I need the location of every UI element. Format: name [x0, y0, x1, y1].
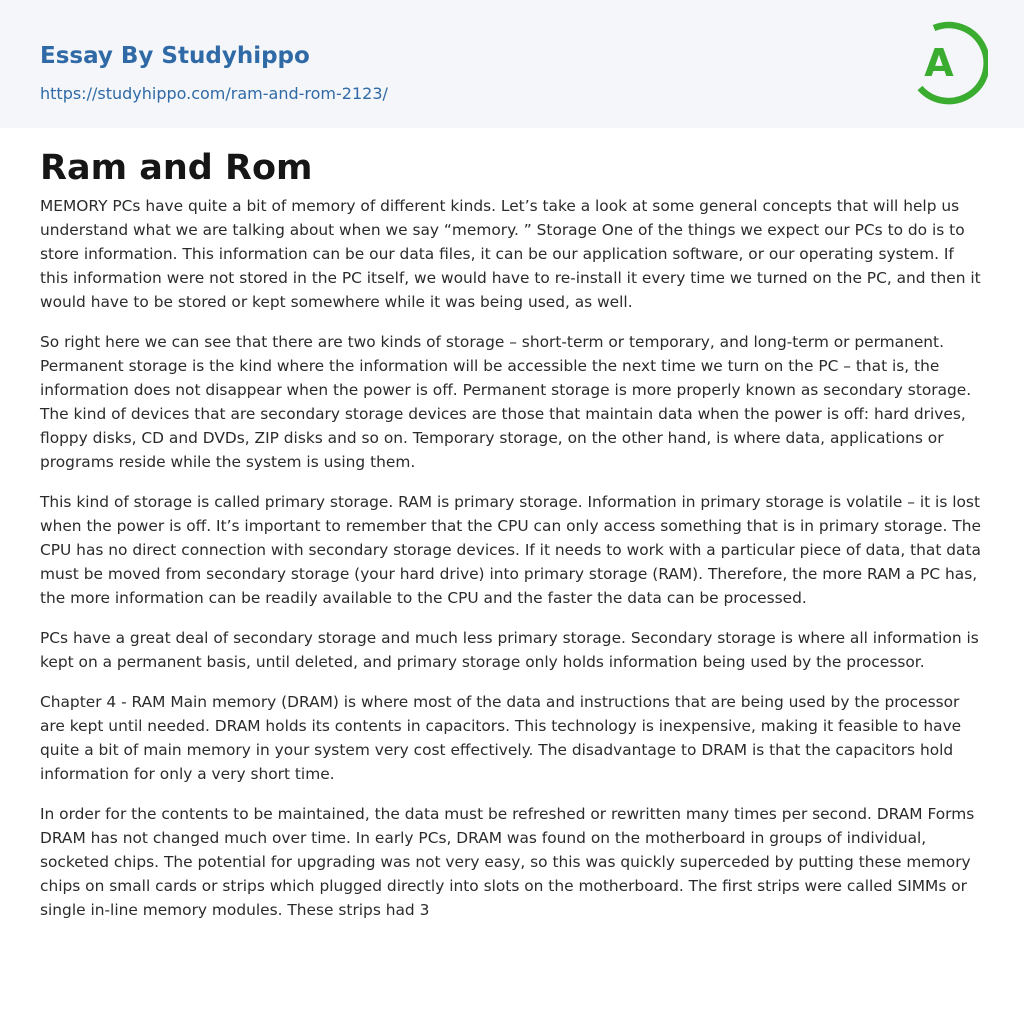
site-header	[0, 0, 1024, 128]
essay-paragraph-6: In order for the contents to be maintained, the data must be refreshed or rewritten many times per second. DRAM Forms DRAM has not changed much over time. In early PCs, DRAM was found on the motherboard in groups of individual, socketed chips. The potential for upgrading was not very easy, so this was quickly superceded by putting these memory chips on small cards or strips which plugged directly into slots on the motherboard. The first strips were called SIMMs or single in-line memory modules. These strips had 3	[40, 805, 975, 919]
essay-paragraph-2: So right here we can see that there are two kinds of storage – short-term or temporary, and long-term or permanent. Permanent storage is the kind where the information will be accessible the next time we turn on the PC – that is, the information does not disappear when the power is off. Permanent storage is more properly known as secondary storage. The kind of devices that are secondary storage devices are those that maintain data when the power is off: hard drives, floppy disks, CD and DVDs, ZIP disks and so on. Temporary storage, on the other hand, is where data, applications or programs reside while the system is using them.	[40, 333, 972, 471]
essay-paragraph-5: Chapter 4 - RAM Main memory (DRAM) is where most of the data and instructions that are being used by the processor are kept until needed. DRAM holds its contents in capacitors. This technology is inexpensive, making it feasible to have quite a bit of main memory in your system very cost effectively. The disadvantage to DRAM is that the capacitors hold information for only a very short time.	[40, 693, 962, 783]
essay-title: Ram and Rom	[40, 148, 313, 188]
essay-paragraph-3: This kind of storage is called primary storage. RAM is primary storage. Information in primary storage is volatile – it is lost when the power is off. It’s important to remember that the CPU can only access something that is in primary storage. The CPU has no direct connection with secondary storage devices. If it needs to work with a particular piece of data, that data must be moved from secondary storage (your hard drive) into primary storage (RAM). Therefore, the more RAM a PC has, the more information can be readily available to the CPU and the faster the data can be processed.	[40, 493, 981, 607]
essay-url-link[interactable]: https://studyhippo.com/ram-and-rom-2123/	[40, 84, 388, 103]
studyhippo-a-logo-icon[interactable]	[912, 18, 988, 106]
essay-body	[40, 194, 986, 938]
essay-paragraph-1: MEMORY PCs have quite a bit of memory of different kinds. Let’s take a look at some general concepts that will help us understand what we are talking about when we say “memory. ” Storage One of the things we expect our PCs to do is to store information. This information can be our data files, it can be our application software, or our operating system. If this information were not stored in the PC itself, we would have to re-install it every time we turned on the PC, and then it would have to be stored or kept somewhere while it was being used, as well.	[40, 197, 981, 311]
essay-paragraph-4: PCs have a great deal of secondary storage and much less primary storage. Secondary storage is where all information is kept on a permanent basis, until deleted, and primary storage only holds information being used by the processor.	[40, 629, 979, 671]
site-brand[interactable]: Essay By Studyhippo	[40, 43, 310, 69]
logo-letter: A	[924, 41, 954, 85]
